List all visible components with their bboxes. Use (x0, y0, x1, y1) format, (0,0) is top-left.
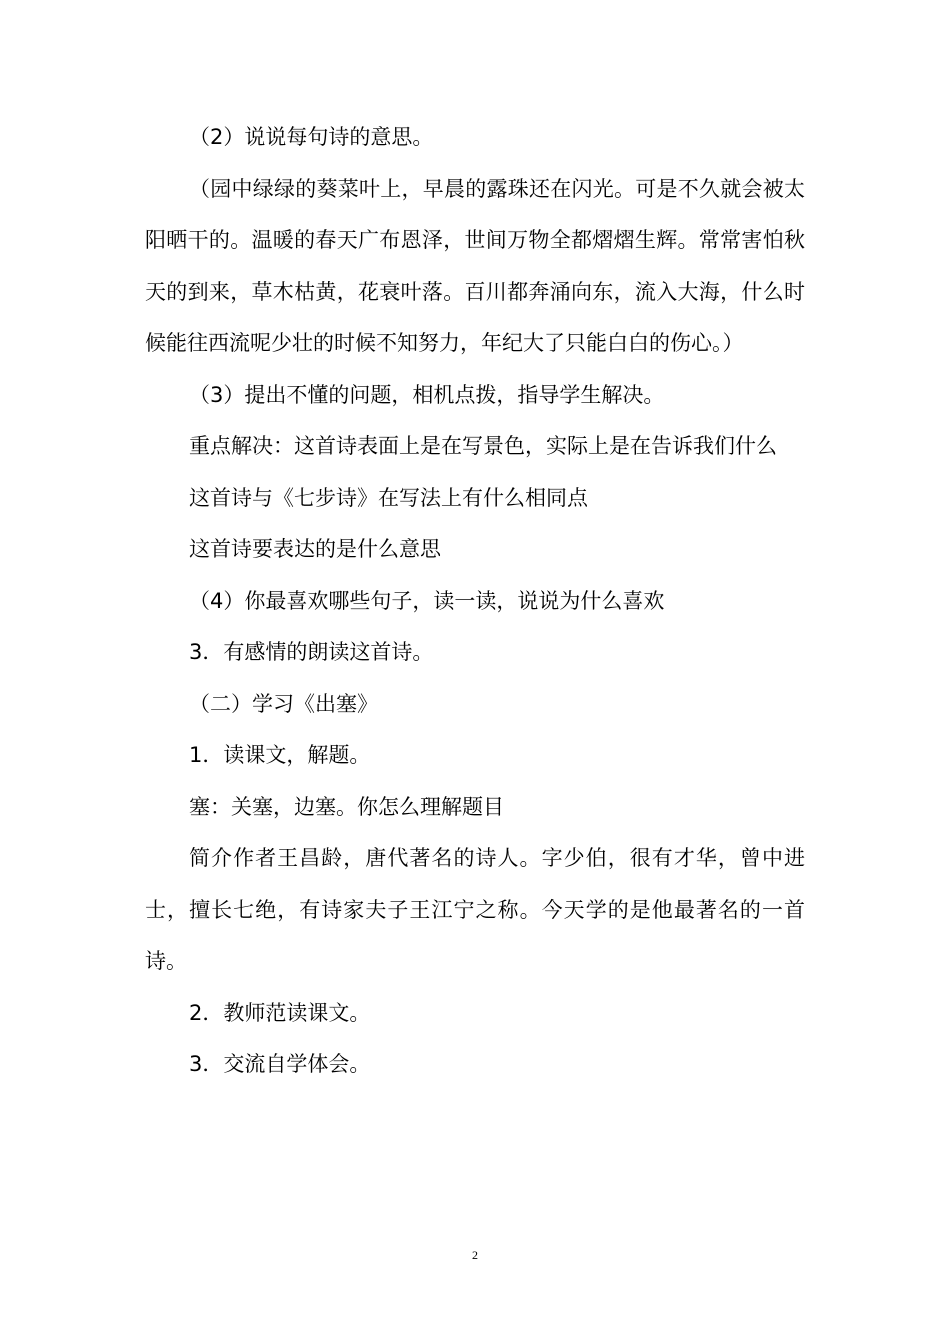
paragraph: 这首诗要表达的是什么意思 (189, 537, 441, 561)
page-body (145, 112, 805, 1091)
paragraph: 这首诗与《七步诗》在写法上有什么相同点 (189, 485, 588, 510)
paragraph: 3．交流自学体会。 (189, 1052, 371, 1076)
page-number: 2 (472, 1248, 478, 1262)
paragraph: 3．有感情的朗读这首诗。 (189, 640, 434, 664)
section-heading: （二）学习《出塞》 (189, 691, 378, 716)
paragraph: （4）你最喜欢哪些句子，读一读，说说为什么喜欢 (189, 588, 665, 613)
paragraph: 简介作者王昌龄，唐代著名的诗人。字少伯，很有才华，曾中进士，擅长七绝，有诗家夫子王江宁之称。今天学的是他最著名的一首诗。 (145, 846, 805, 973)
paragraph: 重点解决：这首诗表面上是在写景色，实际上是在告诉我们什么 (189, 434, 777, 458)
paragraph: 2．教师范读课文。 (189, 1000, 371, 1025)
paragraph: （园中绿绿的葵菜叶上，早晨的露珠还在闪光。可是不久就会被太阳晒干的。温暖的春天广布恩泽，世间万物全都熠熠生辉。常常害怕秋天的到来，草木枯黄，花衰叶落。百川都奔涌向东，流入大海，什么时候能往西流呢少壮的时候不知努力，年纪大了只能白白的伤心。） (145, 176, 805, 355)
paragraph: 1．读课文，解题。 (189, 743, 371, 767)
paragraph: （2）说说每句诗的意思。 (189, 125, 434, 149)
paragraph: 塞：关塞，边塞。你怎么理解题目 (189, 794, 504, 819)
paragraph: （3）提出不懂的问题，相机点拨，指导学生解决。 (189, 382, 665, 407)
